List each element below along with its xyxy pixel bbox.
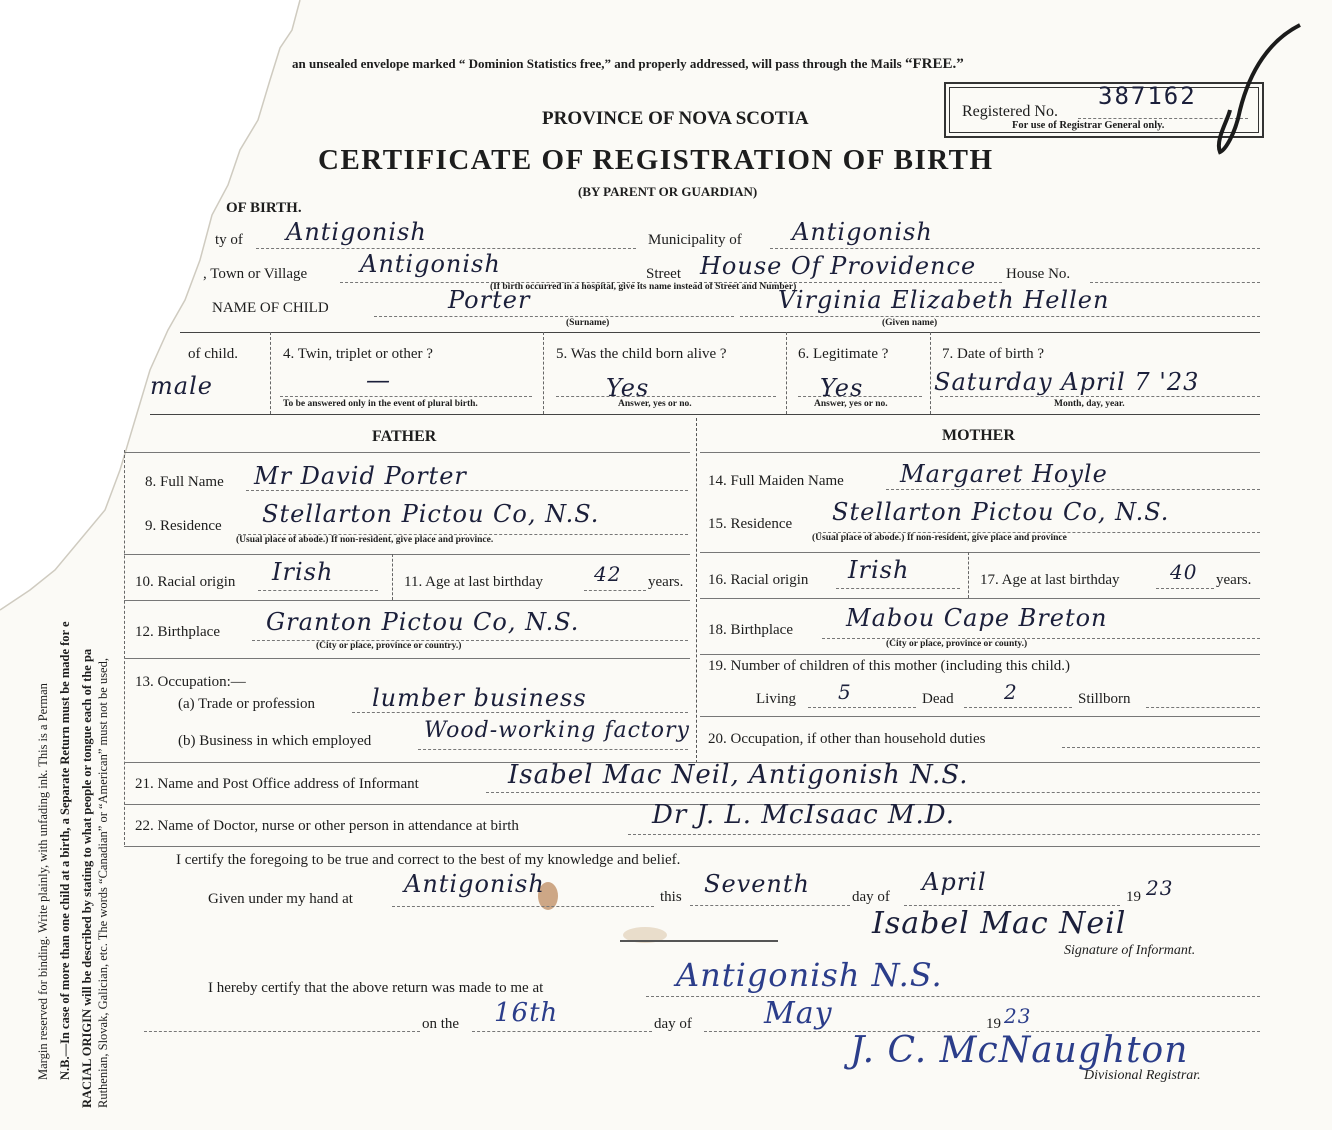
mother-race-line [836,588,960,589]
alive-label: 5. Was the child born alive ? [556,346,727,362]
municipality-label: Municipality of [648,232,742,248]
mother-age-line [1156,588,1214,589]
mother-birthplace-note: (City or place, province or county.) [886,639,1028,649]
father-trade-line [352,712,688,713]
informant-label: 21. Name and Post Office address of Informant [135,776,419,792]
mother-name-label: 14. Full Maiden Name [708,473,844,489]
father-birthplace-note: (City or place, province or country.) [316,641,462,651]
dead-value: 2 [1004,680,1018,704]
registrar-use-note: For use of Registrar General only. [1012,120,1165,131]
grid-top-rule [180,332,1260,333]
margin-text-racial-2: Ruthenian, Slovak, Galician, etc. The words “Canadian” or “American” must not be used, [96,658,110,1108]
certify-statement: I certify the foregoing to be true and correct to the best of my knowledge and belief. [176,852,681,868]
father-row-rule-2 [124,554,690,555]
registered-no-value: 387162 [1098,82,1197,110]
father-age-unit: years. [648,574,684,590]
alive-note: Answer, yes or no. [618,399,692,409]
registrar-signature: J. C. McNaughton [850,1030,1189,1071]
certify-year-prefix: 19 [1126,889,1141,905]
father-name-line [246,490,688,491]
doctor-line [628,834,1260,835]
postal-note [292,56,964,73]
informant-signature: Isabel Mac Neil [872,906,1127,941]
dob-value: Saturday April 7 '23 [934,368,1200,396]
mother-heading: MOTHER [942,427,1015,444]
certify-day-value: Seventh [704,870,810,898]
mother-row-rule-1 [700,452,1260,453]
dob-note: Month, day, year. [1054,399,1125,409]
father-residence-note: (Usual place of abode.) If non-resident, give place and province. [236,535,494,545]
mother-name-line [886,489,1260,490]
mother-occupation-line [1062,747,1260,748]
grid-divider-2 [543,332,544,414]
postal-note-free: “FREE.” [904,56,964,72]
father-name-label: 8. Full Name [145,474,224,490]
postal-note-text: an unsealed envelope marked “ Dominion Statistics free,” and properly addressed, will pass through the Mails [292,56,902,71]
twin-line [280,396,532,397]
parents-divider [696,418,697,763]
dob-label: 7. Date of birth ? [942,346,1045,362]
child-surname-caption: (Surname) [566,318,610,328]
margin-text-nb: N.B.—In case of more than one child at a birth, a Separate Return must be made for e [58,621,72,1080]
father-business-line [418,749,688,750]
child-surname-value: Porter [448,286,531,314]
mother-birthplace-label: 18. Birthplace [708,622,793,638]
house-no-line [1090,282,1260,283]
margin-text-racial: RACIAL ORIGIN will be described by stating to what people or tongue each of the pa [80,648,94,1108]
child-name-label: NAME OF CHILD [212,300,329,316]
registrar-lead-line [144,1031,420,1032]
certificate-title: CERTIFICATE OF REGISTRATION OF BIRTH [318,144,994,176]
stillborn-line [1146,707,1260,708]
father-heading: FATHER [372,428,437,445]
street-note: (If birth occurred in a hospital, give its name instead of Street and Number) [490,282,797,292]
registrar-place-line [646,996,1260,997]
father-row-rule-4 [124,658,690,659]
registrar-on-label: on the [422,1016,460,1032]
registrar-day-line [472,1031,652,1032]
grid-divider-4 [930,332,931,414]
dead-line [964,707,1072,708]
registrar-year-prefix: 19 [986,1016,1001,1032]
father-business-value: Wood-working factory [424,718,690,743]
mother-name-value: Margaret Hoyle [900,460,1108,488]
father-row-rule-3 [124,600,690,601]
registrar-day-label: day of [654,1016,692,1032]
twin-note: To be answered only in the event of plural birth. [283,399,478,409]
mother-row-rule-3 [700,598,1260,599]
child-given-value: Virginia Elizabeth Hellen [778,286,1110,314]
registered-no-label: Registered No. [962,103,1058,120]
stamp-line [620,940,778,942]
living-value: 5 [838,680,852,704]
informant-value: Isabel Mac Neil, Antigonish N.S. [508,760,969,790]
certificate-subtitle: (BY PARENT OR GUARDIAN) [578,184,758,199]
registrar-statement: I hereby certify that the above return was made to me at [208,980,544,996]
this-label: this [660,889,682,905]
mother-row-rule-4 [700,654,1260,655]
doctor-value: Dr J. L. McIsaac M.D. [652,800,955,830]
street-value: House Of Providence [700,252,977,280]
father-row-rule-1 [124,452,690,453]
mother-age-unit: years. [1216,572,1252,588]
county-line [256,248,636,249]
grid-divider-1 [270,332,271,414]
given-place-line [392,906,654,907]
certify-year-value: 23 [1146,876,1174,900]
doctor-bottom-rule [124,846,1260,847]
dead-label: Dead [922,691,954,707]
registrar-caption: Divisional Registrar. [1084,1068,1201,1083]
town-value: Antigonish [360,250,501,278]
father-birthplace-value: Granton Pictou Co, N.S. [266,608,580,636]
father-residence-label: 9. Residence [145,518,222,534]
mother-age-value: 40 [1170,560,1198,584]
province-heading: PROVINCE OF NOVA SCOTIA [542,108,809,129]
county-label: ty of [215,232,243,248]
mother-birthplace-value: Mabou Cape Breton [846,604,1108,632]
town-label: , Town or Village [203,266,308,282]
left-border [124,450,125,845]
child-given-line [740,316,1260,317]
father-business-label: (b) Business in which employed [178,733,372,749]
twin-label: 4. Twin, triplet or other ? [283,346,433,362]
grid-bottom-rule [150,414,1260,415]
certify-day-line [690,905,850,906]
mother-residence-value: Stellarton Pictou Co, N.S. [832,498,1170,526]
father-age-label: 11. Age at last birthday [404,574,543,590]
mother-row-rule-5 [700,716,1260,717]
father-age-value: 42 [594,562,622,586]
twin-value: — [366,366,391,394]
father-race-divider [392,554,393,600]
father-occupation-label: 13. Occupation:— [135,674,246,690]
father-race-value: Irish [272,558,334,586]
stillborn-label: Stillborn [1078,691,1131,707]
mother-residence-label: 15. Residence [708,516,793,532]
given-label: Given under my hand at [208,891,353,907]
mother-race-divider [968,552,969,598]
registrar-place-value: Antigonish N.S. [676,956,943,994]
child-given-caption: (Given name) [882,318,938,328]
informant-signature-caption: Signature of Informant. [1064,943,1196,958]
mother-age-label: 17. Age at last birthday [980,572,1120,588]
dob-line [940,396,1260,397]
house-no-label: House No. [1006,266,1071,282]
father-trade-value: lumber business [372,684,587,712]
registrar-month-value: May [764,996,833,1031]
mother-race-value: Irish [848,556,910,584]
alive-line [556,396,776,397]
legitimate-label: 6. Legitimate ? [798,346,889,362]
father-race-label: 10. Racial origin [135,574,236,590]
legitimate-note: Answer, yes or no. [814,399,888,409]
mother-race-label: 16. Racial origin [708,572,809,588]
living-line [808,707,916,708]
father-residence-value: Stellarton Pictou Co, N.S. [262,500,600,528]
father-race-line [258,590,378,591]
sex-label: of child. [188,346,238,362]
doctor-label: 22. Name of Doctor, nurse or other person in attendance at birth [135,818,519,834]
place-section-label: OF BIRTH. [226,200,302,216]
living-label: Living [756,691,796,707]
municipality-value: Antigonish [792,218,933,246]
father-name-value: Mr David Porter [254,462,467,490]
child-surname-line [374,316,734,317]
certify-month-value: April [922,868,987,896]
legitimate-line [798,396,922,397]
father-trade-label: (a) Trade or profession [178,696,316,712]
sex-value: male [150,372,213,400]
mother-residence-note: (Usual place of abode.) If non-resident, give place and province [812,533,1067,543]
grid-divider-3 [786,332,787,414]
legitimate-value: Yes [820,374,864,402]
informant-line [486,792,1260,793]
mother-row-rule-2 [700,552,1260,553]
registrar-day-value: 16th [494,998,559,1028]
mother-occupation-label: 20. Occupation, if other than household duties [708,731,986,747]
alive-value: Yes [606,374,650,402]
municipality-line [770,248,1260,249]
registrar-year-value: 23 [1004,1004,1032,1028]
margin-text-binding: Margin reserved for binding. Write plainly, with unfading ink. This is a Perman [36,683,50,1080]
father-birthplace-label: 12. Birthplace [135,624,220,640]
street-label: Street [646,266,681,282]
registrar-check-mark [1200,20,1310,160]
mother-children-label: 19. Number of children of this mother (including this child.) [708,658,1071,674]
county-value: Antigonish [286,218,427,246]
certify-day-label: day of [852,889,890,905]
father-age-line [584,590,646,591]
given-place-value: Antigonish [404,870,545,898]
